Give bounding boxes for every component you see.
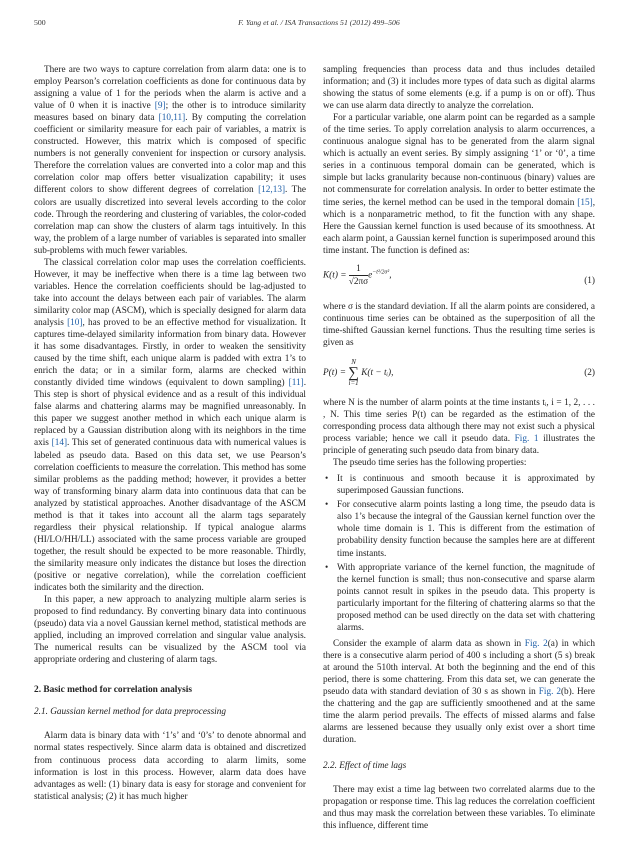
right-column bbox=[323, 64, 595, 832]
text: For a particular variable, one alarm point can be regarded as a sample of the time series. To apply correlation analysis to alarm occurrences, a continuous analogue signal has to be generated from the alarm signal which is actually an event series. By simply assigning ‘1’ or ‘0’, a time series in a continuous temporal domain can be generated, which is simple but lacks granularity because non-continuous (binary) values are not commensurate for correlation analysis. In order to better estimate the time series, the kernel method can be used in the temporal domain bbox=[323, 113, 595, 208]
section-heading-2: 2. Basic method for correlation analysis bbox=[34, 685, 192, 696]
paragraph-example bbox=[323, 638, 595, 746]
equation-lhs: K(t) = bbox=[323, 270, 347, 281]
text: where N is the number of alarm points at the time instants tᵢ, i = 1, 2, . . . , N. This time series P(t) can be regarded as the estimation of the corresponding process data although there may not exist such a physical process variable; hence we call it pseudo data. bbox=[323, 397, 595, 445]
sum-upper: N bbox=[351, 357, 356, 366]
paragraph-properties-intro: The pseudo time series has the following properties: bbox=[333, 458, 527, 469]
equation-lhs: P(t) = bbox=[323, 368, 346, 379]
left-column bbox=[34, 64, 306, 803]
exponential: e bbox=[368, 270, 373, 281]
citation-link[interactable]: [14] bbox=[51, 438, 68, 449]
equation-number: (2) bbox=[584, 367, 595, 378]
text: The classical correlation color map uses the correlation coefficients. However, it may be ineffective when there is a time lag between two variables. Hence the correlation coefficients should be lag-adjusted to take into account the delays between each pair of variables. The alarm similarity color map (ASCM), which is specially designed for alarm data analysis bbox=[34, 257, 306, 328]
sum-lower: i=1 bbox=[348, 378, 359, 387]
subsection-heading-2-2: 2.2. Effect of time lags bbox=[323, 761, 407, 772]
properties-list bbox=[323, 473, 595, 634]
equation-2-body bbox=[323, 359, 393, 387]
citation-link[interactable]: [10] bbox=[67, 317, 83, 328]
journal-citation: F. Yang et al. / ISA Transactions 51 (2012) 499–506 bbox=[238, 18, 400, 27]
paragraph-superposition: where σ is the standard deviation. If all the alarm points are considered, a continuous time series can be obtained as the superposition of all the time-shifted Gaussian kernel functions. Thus the resulting time series is given as bbox=[323, 301, 595, 348]
summation bbox=[348, 359, 359, 387]
sigma-symbol: ∑ bbox=[348, 364, 359, 381]
citation-link[interactable]: [12,13] bbox=[258, 185, 286, 196]
equation-1-body bbox=[323, 263, 392, 288]
text: There are two ways to capture correlation from alarm data: one is to employ Pearson’s correlation coefficients as done for continuous data by assigning a value of 1 for the periods when the alarm is active and a value of 0 when it is inactive bbox=[34, 65, 306, 112]
numerator: 1 bbox=[349, 263, 368, 276]
list-item: • It is continuous and smooth because it is approximated by superimposed Gaussian functions. bbox=[323, 473, 595, 497]
page-number: 500 bbox=[34, 18, 46, 27]
equation-number: (1) bbox=[584, 275, 595, 286]
text: . This set of generated continuous data with numerical values is labeled as pseudo data. Based on this data set, we use Pearson’s correlation coefficients to measure the correlation. This method has some similar problems as the padding method; however, it provides a better way of transforming binary alarm data into continuous data that can be analyzed by statistical approaches. Another disadvantage of the ASCM method is that it takes into account all the alarm tags separately regardless their physical relationship. If typical analogue alarms (HI/LO/HH/LL) associated with the same process variable are grouped together, the result should be expected to be more reasonable. Thirdly, the similarity measure only indicates the distance but loses the direction (positive or negative correlation), while the correlation coefficient indicates both the similarity and the direction. bbox=[34, 438, 306, 594]
text: illustrates the principle of generating such pseudo data from binary data. bbox=[323, 434, 595, 457]
figure-link[interactable]: Fig. 2 bbox=[524, 638, 548, 649]
paragraph-intro-correlation bbox=[34, 64, 306, 257]
text: . This step is short of physical evidence and as a result of this individual false alarms and chattering alarms may be magnified unreasonably. In this paper we suggest another method in which each unique alarm is replaced by a Gaussian distribution along with its neighbors in the time axis bbox=[34, 378, 306, 449]
list-item: • For consecutive alarm points lasting a long time, the pseudo data is also 1’s because the integral of the Gaussian kernel function over the whole time domain is 1. This is different from the estimation of probability density function because the samples here are at different time instants. bbox=[323, 499, 595, 559]
text: , has proved to be an effective method for visualization. It captures time-delayed similarity information from binary data. However it has some disadvantages. Firstly, in order to weaken the sensitivity caused by the time shift, each unique alarm is padded with extra 1’s to enrich the data; or in a similar form, alarms are checked within constantly divided time windows (equivalent to down sampling) bbox=[34, 317, 306, 389]
paragraph-pseudo-data bbox=[323, 397, 595, 457]
paragraph-alarm-binary: Alarm data is binary data with ‘1’s’ and ‘0’s’ to denote abnormal and normal states respectively. Since alarm data is obtained and discretized from continuous process data according to alarm limits, some information is lost in this process. However, alarm data does have advantages as well: (1) binary data is easy for storage and convenient for statistical analysis; (2) it has much higher bbox=[34, 731, 306, 802]
equation-2 bbox=[323, 355, 595, 393]
exponent: −t²/2σ² bbox=[372, 269, 390, 276]
text: (a) in which there is a consecutive alarm period of 400 s including a short (5 s) break at around the 510th interval. At both the beginning and the end of this period, there is some chattering. From this data set, we can generate the pseudo data with standard deviation of 30 s as shown in bbox=[323, 638, 595, 698]
citation-link[interactable]: [9] bbox=[154, 101, 166, 112]
running-header bbox=[34, 18, 604, 30]
list-item: • With appropriate variance of the kernel function, the magnitude of the kernel function is small; thus non-consecutive and sparse alarm points cannot result in spikes in the pseudo data. This property is particularly important for the filtering of chattering alarms so that the proposed method can be used directly on the data set with chattering alarms. bbox=[323, 562, 595, 634]
figure-link[interactable]: Fig. 1 bbox=[514, 434, 539, 445]
denominator: √2πσ bbox=[348, 276, 369, 287]
equation-rhs: K(t − tᵢ), bbox=[361, 368, 394, 379]
text: . The colors are usually discretized into several levels according to the color code. Through the reordering and clustering of variables, the color-coded correlation map can show the clusters of alarm tags intuitively. In this way, the problem of a large number of variables is separated into smaller sub-problems with much fewer variables. bbox=[34, 185, 306, 256]
citation-link[interactable]: [10,11] bbox=[158, 113, 186, 124]
paragraph-ascm bbox=[34, 257, 306, 594]
text: Consider the example of alarm data as shown in bbox=[333, 638, 525, 649]
text: , which is a nonparametric method, to fit the function with any shape. Here the Gaussian kernel function is used because of its smoothness. At each alarm point, a Gaussian kernel function is superimposed around this time instant. The function is defined as: bbox=[323, 197, 595, 256]
fraction bbox=[349, 263, 368, 288]
equation-tail: , bbox=[389, 270, 392, 281]
citation-link[interactable]: [11] bbox=[288, 378, 304, 389]
citation-link[interactable]: [15] bbox=[577, 197, 593, 208]
text: . By computing the correlation coefficient or similarity measure for each pair of variables, a matrix is constructed. However, this matrix which is composed of specific numbers is not generally convenient for inspection or cursory analysis. Therefore the correlation values are converted into a color map and this correlation color map offers better visualization capability; it uses different colors to show different degrees of correlation bbox=[34, 113, 306, 196]
paragraph-new-approach: In this paper, a new approach to analyzing multiple alarm series is proposed to find redundancy. By converting binary data into continuous (pseudo) data via a novel Gaussian kernel method, statistical methods are applied, including an improved correlation and singular value analysis. The numerical results can be visualized by the ASCM tool via appropriate ordering and clustering of alarm tags. bbox=[34, 595, 306, 666]
figure-link[interactable]: Fig. 2 bbox=[538, 687, 561, 698]
text: (b). Here the chattering and the gap are sufficiently smoothened and at the same time the alarm period prevails. The effects of missed alarms and false alarms are lessened because they usually only exist over a short time duration. bbox=[323, 687, 595, 746]
text: ; the other is to introduce similarity measures based on binary data bbox=[34, 101, 306, 124]
paragraph-time-lags: There may exist a time lag between two correlated alarms due to the propagation or response time. This lag reduces the correlation coefficient and thus may mask the correlation between these variables. To eliminate this influence, different time bbox=[323, 785, 595, 832]
equation-1 bbox=[323, 263, 595, 297]
paragraph-kernel-method bbox=[323, 112, 595, 257]
subsection-heading-2-1: 2.1. Gaussian kernel method for data preprocessing bbox=[34, 707, 227, 718]
paragraph-continued: sampling frequencies than process data and thus includes detailed information; and (3) it includes more types of data such as digital alarms showing the status of some elements (e.g. if a pump is on or off). Thus we can use alarm data directly to analyze the correlation. bbox=[323, 65, 595, 112]
